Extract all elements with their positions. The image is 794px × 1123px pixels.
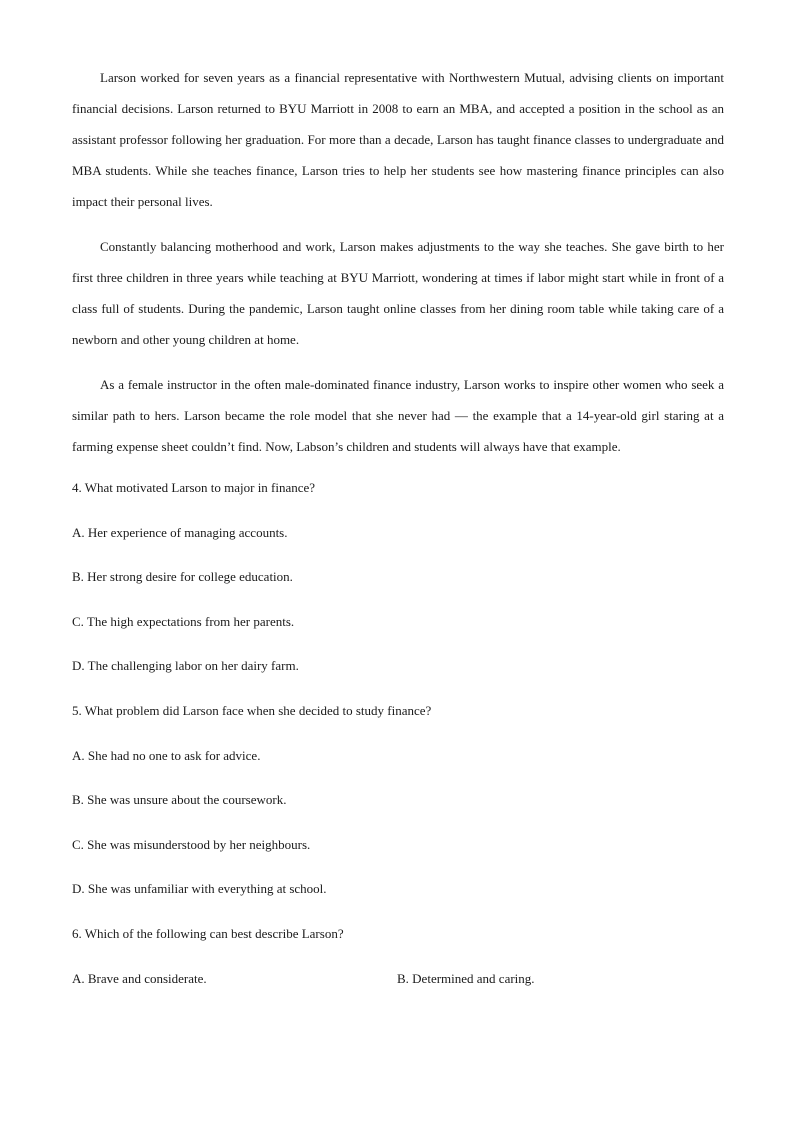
question-5-option-d: D. She was unfamiliar with everything at school.: [72, 881, 327, 897]
question-5-stem: 5. What problem did Larson face when she decided to study finance?: [72, 702, 432, 718]
question-6-option-a: A. Brave and considerate.: [72, 970, 207, 986]
question-5-option-a: A. She had no one to ask for advice.: [72, 747, 261, 763]
passage-paragraph-1: Larson worked for seven years as a financial representative with Northwestern Mutual, advising clients on important financial decisions. Larson returned to BYU Marriott in 2008 to earn an MBA, and accepted a position in the school as an assistant professor following her graduation. For more than a decade, Larson has taught finance classes to undergraduate and MBA students. While she teaches finance, Larson tries to help her students see how mastering finance principles can also impact their personal lives.: [72, 70, 724, 209]
question-4-option-d: D. The challenging labor on her dairy farm.: [72, 658, 299, 674]
question-6: [72, 922, 724, 1011]
question-5-option-b: B. She was unsure about the coursework.: [72, 792, 287, 808]
question-6-option-b: B. Determined and caring.: [397, 970, 535, 986]
passage-paragraph-2: Constantly balancing motherhood and work, Larson makes adjustments to the way she teaches. She gave birth to her first three children in three years while teaching at BYU Marriott, wondering at times if labor might start while in front of a class full of students. During the pandemic, Larson taught online classes from her dining room table while taking care of a newborn and other young children at home.: [72, 239, 724, 347]
passage-paragraph-3: As a female instructor in the often male-dominated finance industry, Larson works to inspire other women who seek a similar path to hers. Larson became the role model that she never had — the example that a 14-year-old girl staring at a farming expense sheet couldn’t find. Now, Labson’s children and students will always have that example.: [72, 377, 724, 454]
question-6-stem: 6. Which of the following can best describe Larson?: [72, 925, 344, 941]
question-5-option-c: C. She was misunderstood by her neighbours.: [72, 836, 311, 852]
question-4: [72, 476, 724, 699]
question-6-options-row: [72, 967, 724, 1012]
question-4-option-b: B. Her strong desire for college education.: [72, 569, 293, 585]
question-4-option-a: A. Her experience of managing accounts.: [72, 524, 288, 540]
question-4-option-c: C. The high expectations from her parents.: [72, 613, 295, 629]
question-5: [72, 699, 724, 922]
document-page: [72, 62, 724, 1011]
question-4-stem: 4. What motivated Larson to major in finance?: [72, 480, 316, 495]
